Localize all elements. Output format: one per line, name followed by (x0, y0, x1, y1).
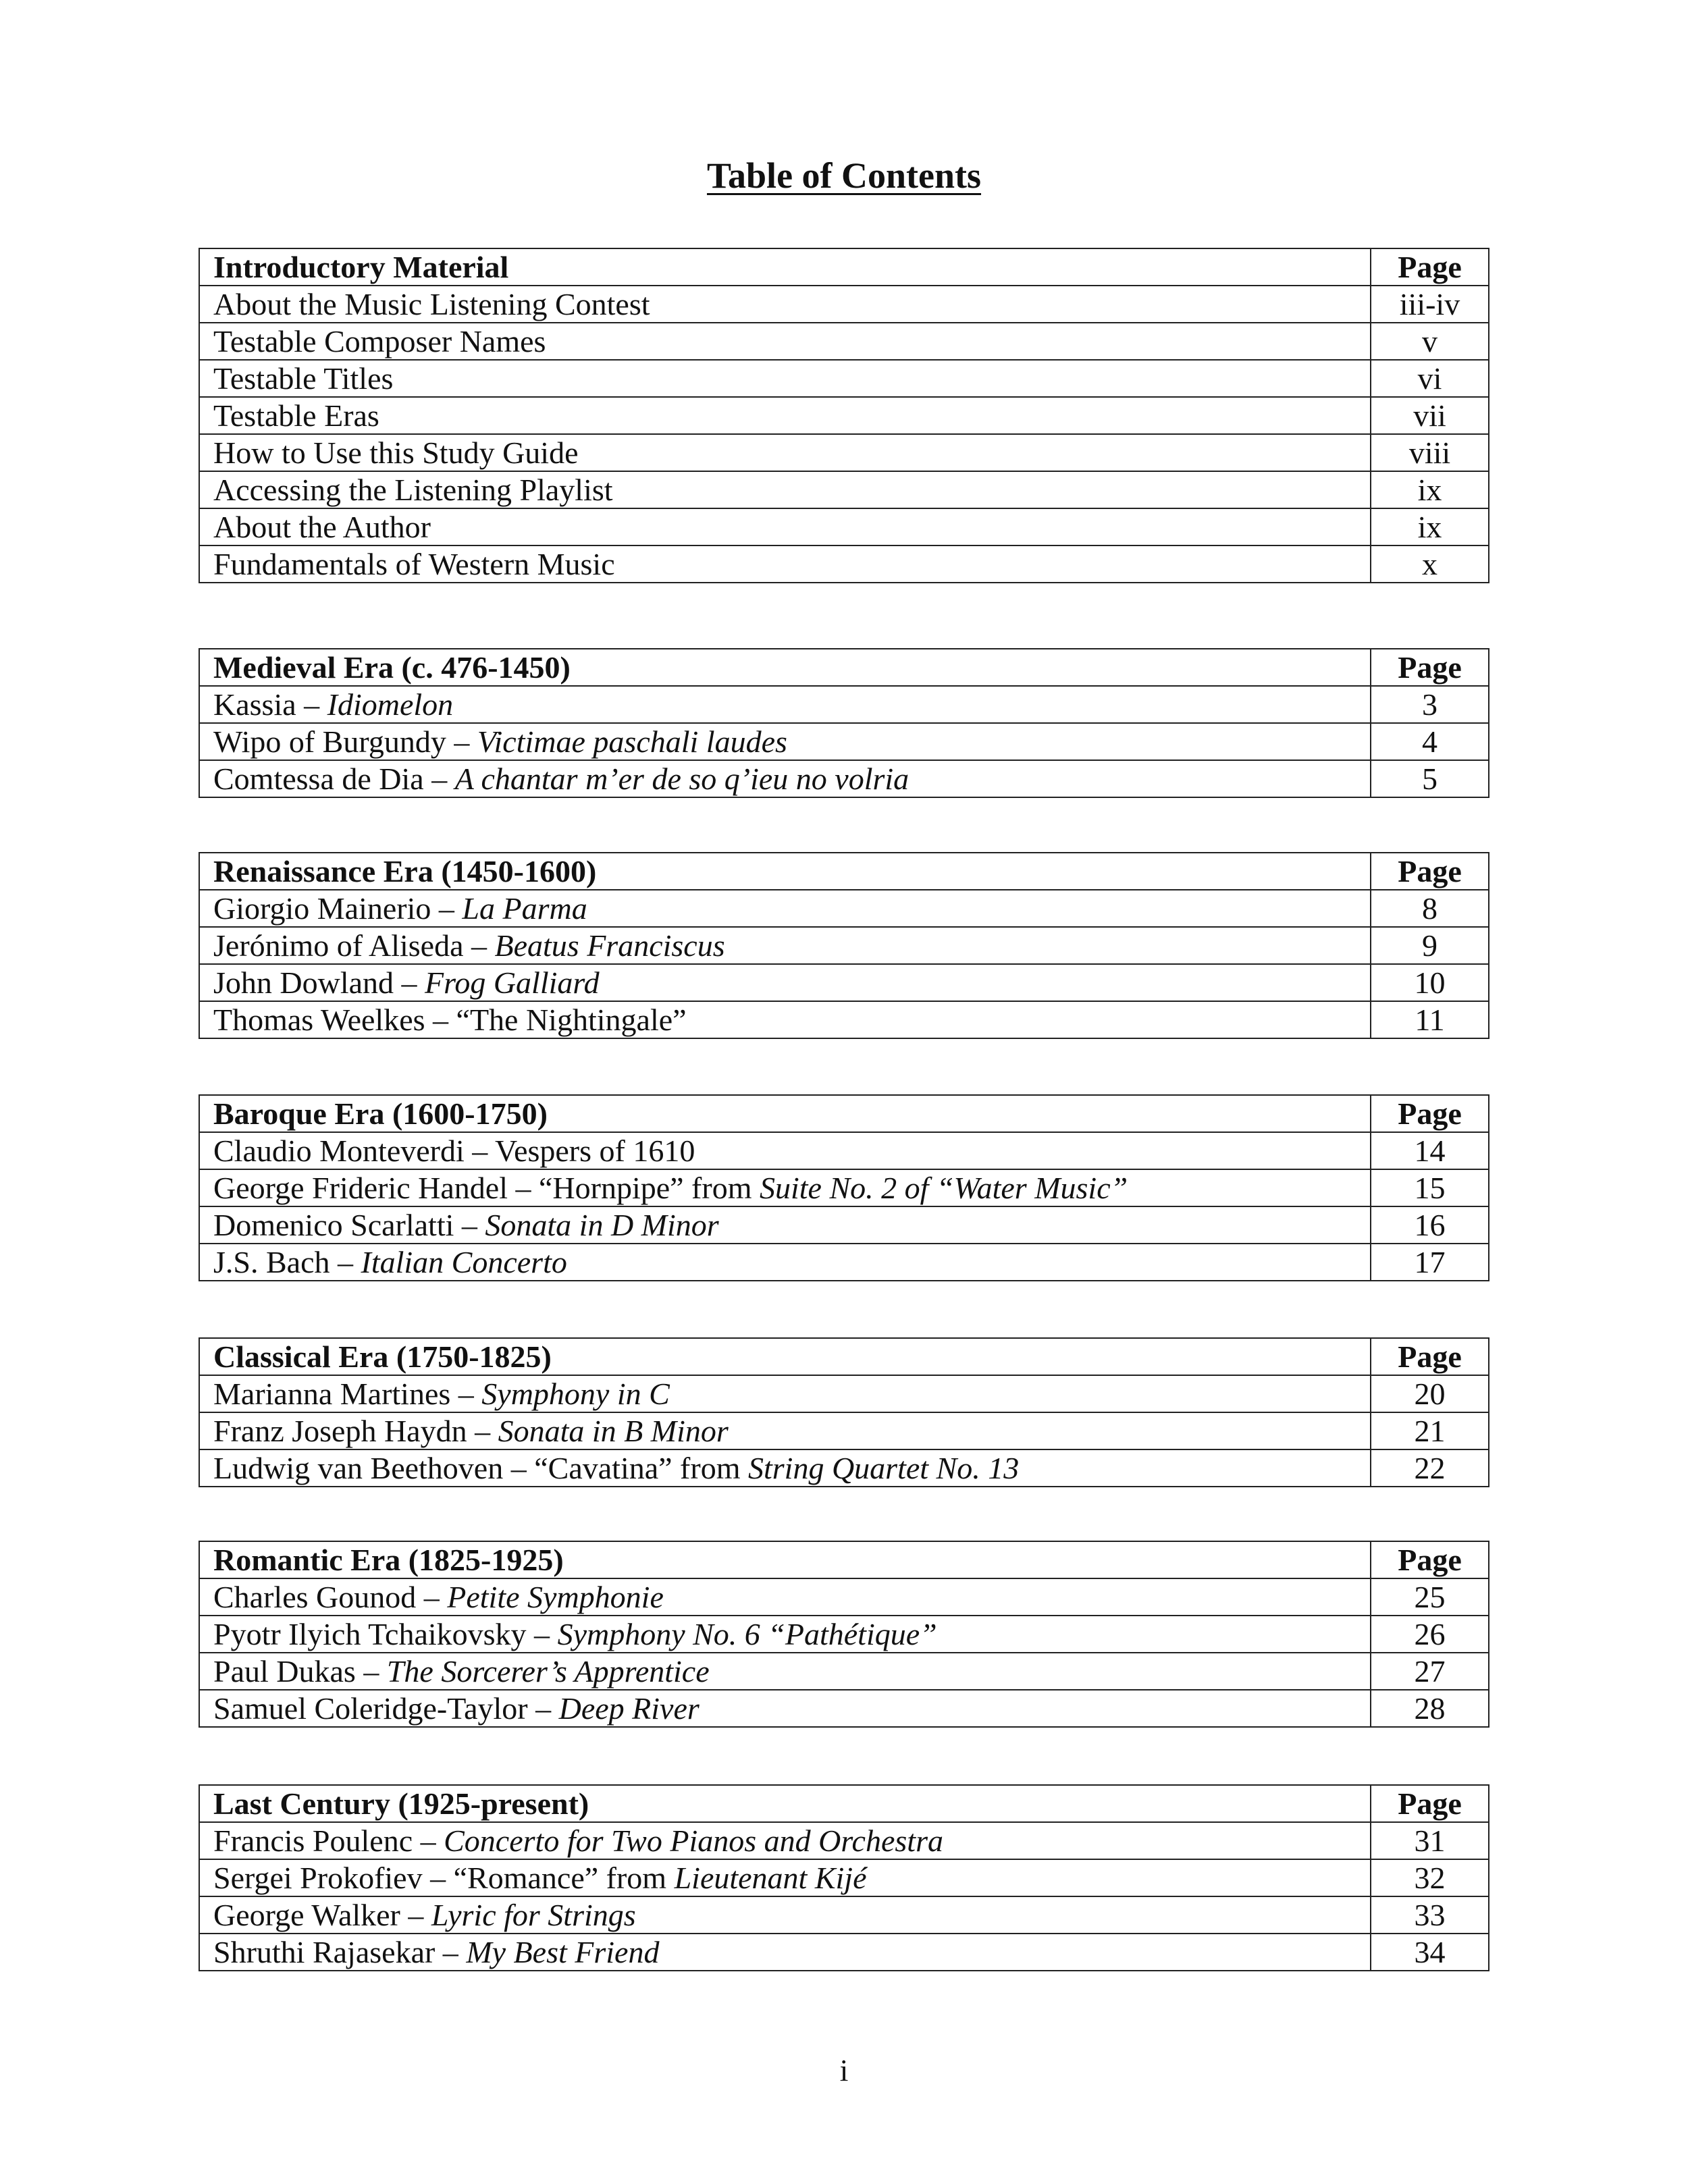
toc-row (199, 1896, 1489, 1934)
entry-text: Fundamentals of Western Music (213, 547, 615, 581)
page-number: i (839, 2053, 849, 2087)
entry-text: Marianna Martines – (213, 1377, 482, 1411)
toc-page-number: 8 (1371, 890, 1489, 927)
toc-page-number: 28 (1371, 1690, 1489, 1727)
toc-entry (199, 1690, 1371, 1727)
section-heading: Medieval Era (c. 476-1450) (199, 649, 1371, 686)
page-column-header: Page (1371, 853, 1489, 890)
toc-page-number: 5 (1371, 760, 1489, 797)
section-heading: Classical Era (1750-1825) (199, 1338, 1371, 1375)
toc-entry (199, 286, 1371, 323)
toc-section (199, 1094, 1489, 1281)
section-heading: Baroque Era (1600-1750) (199, 1095, 1371, 1132)
toc-entry (199, 1375, 1371, 1412)
toc-page-number: x (1371, 545, 1489, 583)
toc-page-number: v (1371, 323, 1489, 360)
work-title: Lyric for Strings (431, 1898, 636, 1932)
work-title: Symphony No. 6 “Pathétique” (557, 1617, 937, 1651)
toc-page-number: 34 (1371, 1934, 1489, 1971)
toc-page-number: 22 (1371, 1449, 1489, 1487)
toc-row (199, 545, 1489, 583)
toc-page-number: 20 (1371, 1375, 1489, 1412)
work-title: A chantar m’er de so q’ieu no volria (454, 762, 909, 796)
toc-row (199, 1132, 1489, 1169)
entry-text: Testable Composer Names (213, 324, 546, 358)
entry-text: Accessing the Listening Playlist (213, 473, 613, 507)
toc-entry (199, 1244, 1371, 1281)
toc-page-number: 14 (1371, 1132, 1489, 1169)
work-title: Symphony in C (481, 1377, 670, 1411)
section-header-row (199, 853, 1489, 890)
entry-text: About the Music Listening Contest (213, 287, 650, 321)
toc-section (199, 1784, 1489, 1971)
toc-page-number: 11 (1371, 1001, 1489, 1038)
toc-page-number: 27 (1371, 1653, 1489, 1690)
section-heading: Introductory Material (199, 248, 1371, 286)
toc-entry (199, 1934, 1371, 1971)
toc-row (199, 286, 1489, 323)
entry-text: Jerónimo of Aliseda – (213, 928, 495, 963)
work-title: Sonata in D Minor (485, 1208, 719, 1242)
page-title: Table of Contents (706, 155, 982, 196)
work-title: Idiomelon (327, 687, 454, 722)
entry-text: Francis Poulenc – (213, 1823, 444, 1858)
page-column-header: Page (1371, 248, 1489, 286)
toc-entry (199, 545, 1371, 583)
toc-entry (199, 1169, 1371, 1206)
entry-text: About the Author (213, 510, 431, 544)
entry-text: Giorgio Mainerio – (213, 891, 463, 926)
toc-entry (199, 1206, 1371, 1244)
toc-row (199, 1001, 1489, 1038)
entry-text: Sergei Prokofiev – “Romance” from (213, 1861, 675, 1895)
section-header-row (199, 1785, 1489, 1822)
toc-page-number: 17 (1371, 1244, 1489, 1281)
section-header-row (199, 1095, 1489, 1132)
toc-row (199, 723, 1489, 760)
toc-section (199, 248, 1489, 583)
section-header-row (199, 1338, 1489, 1375)
toc-page-number: 33 (1371, 1896, 1489, 1934)
work-title: Concerto for Two Pianos and Orchestra (444, 1823, 943, 1858)
toc-entry (199, 1653, 1371, 1690)
toc-entry (199, 927, 1371, 964)
toc-row (199, 1449, 1489, 1487)
toc-entry (199, 397, 1371, 434)
toc-section (199, 1541, 1489, 1728)
toc-row (199, 1412, 1489, 1449)
toc-entry (199, 1412, 1371, 1449)
entry-text: J.S. Bach – (213, 1245, 361, 1279)
toc-page-number: 25 (1371, 1578, 1489, 1616)
toc-row (199, 927, 1489, 964)
page-column-header: Page (1371, 1095, 1489, 1132)
section-header-row (199, 248, 1489, 286)
toc-entry (199, 1132, 1371, 1169)
toc-page-number: 31 (1371, 1822, 1489, 1859)
toc-entry (199, 890, 1371, 927)
toc-entry (199, 1578, 1371, 1616)
toc-page-number: vii (1371, 397, 1489, 434)
toc-row (199, 1206, 1489, 1244)
toc-row (199, 1375, 1489, 1412)
toc-row (199, 360, 1489, 397)
section-heading: Romantic Era (1825-1925) (199, 1541, 1371, 1578)
entry-text: Samuel Coleridge-Taylor – (213, 1691, 559, 1726)
toc-page-number: 10 (1371, 964, 1489, 1001)
toc-entry (199, 1616, 1371, 1653)
entry-text: Thomas Weelkes – “The Nightingale” (213, 1003, 687, 1037)
page-column-header: Page (1371, 1541, 1489, 1578)
toc-page-number: 4 (1371, 723, 1489, 760)
entry-text: John Dowland – (213, 965, 425, 1000)
work-title: Lieutenant Kijé (674, 1861, 867, 1895)
toc-entry (199, 1001, 1371, 1038)
section-heading: Last Century (1925-present) (199, 1785, 1371, 1822)
toc-entry (199, 964, 1371, 1001)
section-heading: Renaissance Era (1450-1600) (199, 853, 1371, 890)
toc-row (199, 1616, 1489, 1653)
toc-row (199, 686, 1489, 723)
toc-page-number: viii (1371, 434, 1489, 471)
toc-row (199, 1244, 1489, 1281)
toc-row (199, 471, 1489, 508)
toc-page-number: 15 (1371, 1169, 1489, 1206)
entry-text: Claudio Monteverdi – Vespers of 1610 (213, 1134, 695, 1168)
section-header-row (199, 649, 1489, 686)
toc-entry (199, 1859, 1371, 1896)
entry-text: George Walker – (213, 1898, 431, 1932)
entry-text: Charles Gounod – (213, 1580, 448, 1614)
work-title: Victimae paschali laudes (477, 724, 787, 759)
toc-page-number: ix (1371, 471, 1489, 508)
entry-text: Wipo of Burgundy – (213, 724, 477, 759)
toc-row (199, 1653, 1489, 1690)
toc-entry (199, 686, 1371, 723)
toc-row (199, 434, 1489, 471)
toc-entry (199, 1896, 1371, 1934)
entry-text: Franz Joseph Haydn – (213, 1414, 498, 1448)
entry-text: Paul Dukas – (213, 1654, 387, 1688)
work-title: Sonata in B Minor (498, 1414, 729, 1448)
page-column-header: Page (1371, 1785, 1489, 1822)
toc-row (199, 964, 1489, 1001)
entry-text: Pyotr Ilyich Tchaikovsky – (213, 1617, 558, 1651)
toc-row (199, 890, 1489, 927)
toc-page-number: vi (1371, 360, 1489, 397)
work-title: La Parma (462, 891, 587, 926)
entry-text: Kassia – (213, 687, 327, 722)
toc-entry (199, 434, 1371, 471)
toc-row (199, 397, 1489, 434)
toc-page-number: 21 (1371, 1412, 1489, 1449)
work-title: Frog Galliard (425, 965, 600, 1000)
work-title: Beatus Franciscus (494, 928, 725, 963)
toc-section (199, 1337, 1489, 1487)
toc-entry (199, 323, 1371, 360)
work-title: My Best Friend (466, 1935, 660, 1969)
entry-text: George Frideric Handel – “Hornpipe” from (213, 1171, 760, 1205)
toc-entry (199, 508, 1371, 545)
work-title: Petite Symphonie (447, 1580, 664, 1614)
toc-page-number: 32 (1371, 1859, 1489, 1896)
section-header-row (199, 1541, 1489, 1578)
toc-row (199, 323, 1489, 360)
toc-row (199, 1169, 1489, 1206)
page-column-header: Page (1371, 1338, 1489, 1375)
toc-row (199, 1859, 1489, 1896)
toc-page-number: 26 (1371, 1616, 1489, 1653)
entry-text: Domenico Scarlatti – (213, 1208, 485, 1242)
toc-row (199, 1578, 1489, 1616)
entry-text: Comtessa de Dia – (213, 762, 455, 796)
page-column-header: Page (1371, 649, 1489, 686)
entry-text: Testable Eras (213, 398, 379, 433)
work-title: Suite No. 2 of “Water Music” (759, 1171, 1128, 1205)
toc-row (199, 1690, 1489, 1727)
toc-row (199, 760, 1489, 797)
toc-page-number: 3 (1371, 686, 1489, 723)
toc-page-number: 9 (1371, 927, 1489, 964)
toc-row (199, 508, 1489, 545)
entry-text: How to Use this Study Guide (213, 435, 579, 470)
toc-entry (199, 723, 1371, 760)
toc-section (199, 852, 1489, 1039)
entry-text: Shruthi Rajasekar – (213, 1935, 467, 1969)
toc-row (199, 1822, 1489, 1859)
toc-entry (199, 760, 1371, 797)
work-title: String Quartet No. 13 (747, 1451, 1020, 1485)
work-title: The Sorcerer’s Apprentice (386, 1654, 710, 1688)
toc-row (199, 1934, 1489, 1971)
entry-text: Testable Titles (213, 361, 394, 396)
toc-section (199, 648, 1489, 798)
toc-page-number: iii-iv (1371, 286, 1489, 323)
toc-page-number: ix (1371, 508, 1489, 545)
toc-entry (199, 471, 1371, 508)
work-title: Deep River (558, 1691, 700, 1726)
entry-text: Ludwig van Beethoven – “Cavatina” from (213, 1451, 748, 1485)
toc-entry (199, 1449, 1371, 1487)
work-title: Italian Concerto (361, 1245, 567, 1279)
toc-entry (199, 360, 1371, 397)
toc-entry (199, 1822, 1371, 1859)
toc-page-number: 16 (1371, 1206, 1489, 1244)
